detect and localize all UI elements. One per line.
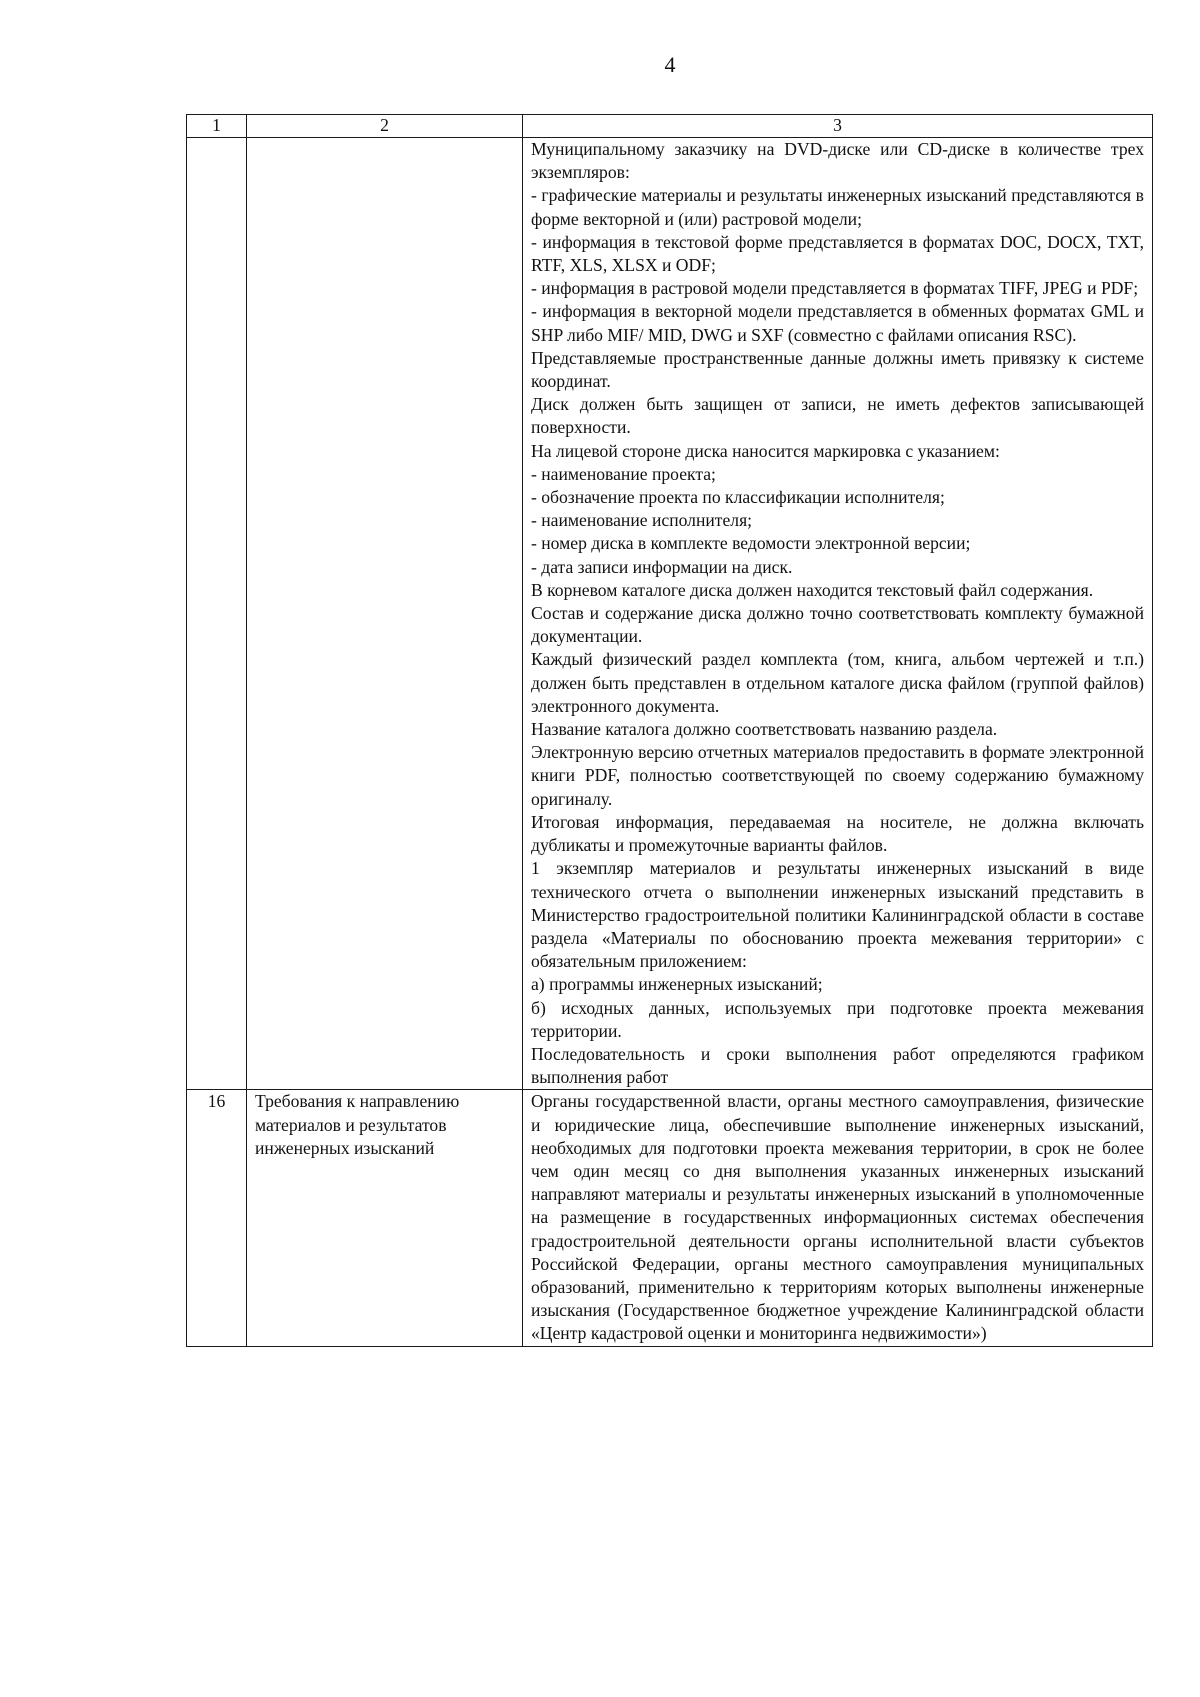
paragraph: На лицевой стороне диска наносится маркировка с указанием: <box>531 440 1000 461</box>
paragraph: Состав и содержание диска должно точно соответствовать комплекту бумажной документации. <box>531 603 1144 647</box>
list-item: - информация в векторной модели представляется в обменных форматах GML и SHP либо MIF/ MID, DWG и SXF (совместно с файлами описания RSC). <box>531 301 1144 345</box>
row-text-cell <box>523 138 1153 1090</box>
list-item: б) исходных данных, используемых при подготовке проекта межевания территории. <box>531 997 1144 1041</box>
row-name-cell: Требования к направлению материалов и результатов инженерных изысканий <box>247 1090 523 1346</box>
list-item: - обозначение проекта по классификации исполнителя; <box>531 487 945 508</box>
column-header-1: 1 <box>187 115 247 138</box>
list-item: - графические материалы и результаты инженерных изысканий представляются в форме векторной и (или) растровой модели; <box>531 185 1144 229</box>
paragraph: Муниципальному заказчику на DVD-диске или CD-диске в количестве трех экземпляров: <box>531 139 1144 183</box>
paragraph: 1 экземпляр материалов и результаты инженерных изысканий в виде технического отчета о выполнении инженерных изысканий представить в Министерство градостроительной политики Калининградской области в составе раздела «Материалы по обоснованию проекта межевания территории» с обязательным приложением: <box>531 858 1144 972</box>
list-item: - наименование исполнителя; <box>531 510 753 531</box>
column-header-2: 2 <box>247 115 523 138</box>
paragraph: Последовательность и сроки выполнения работ определяются графиком выполнения работ <box>531 1043 1144 1088</box>
paragraph: Электронную версию отчетных материалов предоставить в формате электронной книги PDF, полностью соответствующей по своему содержанию бумажному оригиналу. <box>531 742 1144 809</box>
list-item: - информация в текстовой форме представляется в форматах DOC, DOCX, TXT, RTF, XLS, XLSX и ODF; <box>531 231 1144 276</box>
requirements-table <box>186 114 1153 1347</box>
row-text-cell <box>523 1090 1153 1346</box>
list-item: а) программы инженерных изысканий; <box>531 974 823 995</box>
row-number-cell: 16 <box>187 1090 247 1346</box>
list-item: - информация в растровой модели представляется в форматах TIFF, JPEG и PDF; <box>531 278 1139 299</box>
table-row <box>187 1090 1153 1346</box>
paragraph: В корневом каталоге диска должен находится текстовый файл содержания. <box>531 579 1094 600</box>
column-header-3: 3 <box>523 115 1153 138</box>
page-number: 4 <box>664 52 676 77</box>
list-item: - наименование проекта; <box>531 463 716 484</box>
row-number-cell <box>187 138 247 1090</box>
paragraph: Итоговая информация, передаваемая на носителе, не должна включать дубликаты и промежуточные варианты файлов. <box>531 811 1144 856</box>
table-row <box>187 138 1153 1090</box>
list-item: - дата записи информации на диск. <box>531 556 793 577</box>
row-name-cell <box>247 138 523 1090</box>
paragraph: Каждый физический раздел комплекта (том, книга, альбом чертежей и т.п.) должен быть представлен в отдельном каталоге диска файлом (группой файлов) электронного документа. <box>531 649 1144 716</box>
paragraph: Диск должен быть защищен от записи, не иметь дефектов записывающей поверхности. <box>531 394 1144 438</box>
paragraph: Органы государственной власти, органы местного самоуправления, физические и юридические лица, обеспечившие выполнение инженерных изысканий, необходимых для подготовки проекта межевания территории, в срок не более чем один месяц со дня выполнения указанных инженерных изысканий направляют материалы и результаты инженерных изысканий в уполномоченные на размещение в государственных информационных системах обеспечения градостроительной деятельности органы исполнительной власти субъектов Российской Федерации, органы местного самоуправления муниципальных образований, применительно к территориям которых выполнены инженерные изыскания (Государственное бюджетное учреждение Калининградской области «Центр кадастровой оценки и мониторинга недвижимости») <box>531 1091 1144 1344</box>
table-header-row <box>187 115 1153 138</box>
paragraph: Представляемые пространственные данные должны иметь привязку к системе координат. <box>531 347 1144 392</box>
paragraph: Название каталога должно соответствовать названию раздела. <box>531 719 998 740</box>
list-item: - номер диска в комплекте ведомости электронной версии; <box>531 533 971 554</box>
